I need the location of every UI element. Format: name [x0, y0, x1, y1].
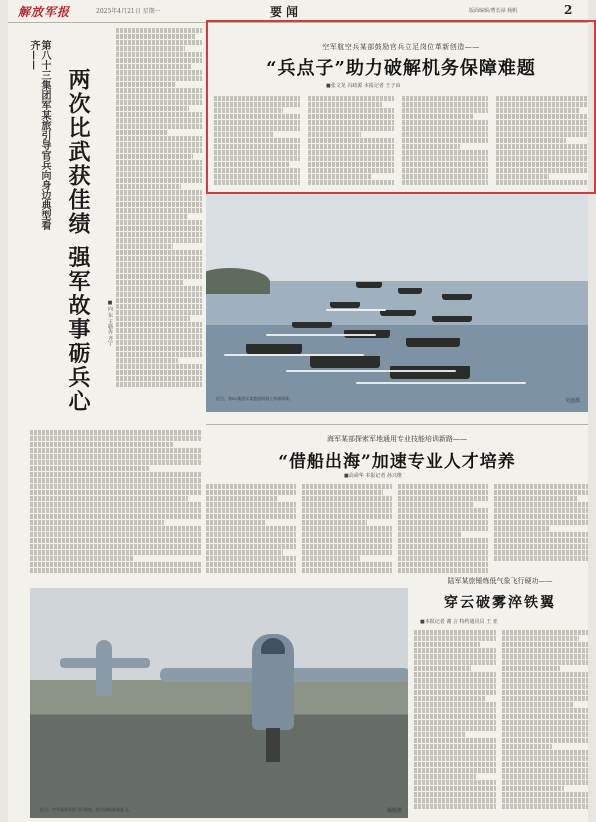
photo1-credit: 吴迪摄: [564, 398, 580, 404]
boat: [310, 356, 380, 368]
lead-headline: 两次比武获佳绩 强军故事砺兵心: [65, 68, 91, 414]
newspaper-logo: 解放军报: [18, 5, 71, 19]
story1-byline: ■张文龙 冯政源 本报记者 王子由: [326, 83, 401, 89]
boat: [330, 302, 360, 308]
story1-col-1: [214, 96, 300, 188]
boat: [356, 282, 382, 288]
story1-kicker: 空军航空兵某部鼓励官兵立足岗位革新创造——: [322, 43, 480, 51]
story3-kicker: 陆军某旅锤炼低气象飞行硬功——: [447, 577, 553, 585]
story2-kicker: 海军某部探索军地通用专业技能培训新路——: [327, 435, 467, 443]
story3-col-1: [414, 630, 496, 816]
lead-byline: ■向 东 王骆冉 齐宁: [107, 300, 113, 346]
story1-headline: “兵点子”助力破解机务保障难题: [266, 58, 536, 79]
story2-col-1: [206, 484, 296, 576]
photo2-credit: 杨颖摄: [386, 808, 402, 814]
boat: [406, 338, 460, 347]
lead-kicker: 第八十三集团军某旅引导官兵向身边典型看齐——: [28, 40, 50, 230]
jet-fuselage: [96, 640, 112, 696]
issue-date: 2025年4月21日 星期一: [96, 8, 161, 15]
landing-craft-photo: [206, 194, 588, 412]
section-title: 要闻: [270, 5, 303, 19]
story3-byline: ■本报记者 谢 言 特约通讯员 王 亚: [420, 619, 498, 625]
newspaper-page: [8, 0, 588, 822]
story3-col-2: [502, 630, 588, 816]
lead-body-continued: [30, 430, 202, 580]
boat: [246, 344, 302, 354]
boat: [398, 288, 422, 294]
highlighted-article: [206, 20, 596, 194]
story2-col-3: [398, 484, 488, 576]
boat: [432, 316, 472, 322]
boat: [390, 366, 470, 379]
photo2-caption: 近日，空军某部开展飞行训练。图为战机准备起飞。: [40, 807, 132, 812]
divider: [206, 424, 588, 425]
story1-col-3: [402, 96, 488, 188]
story1-col-2: [308, 96, 394, 188]
story2-col-4: [494, 484, 588, 564]
photo1-caption: 近日，第82集团军某旅组织海上冲滩训练。: [216, 396, 294, 401]
story2-col-2: [302, 484, 392, 576]
boat: [292, 322, 332, 328]
boat: [442, 294, 472, 300]
story2-headline: “借船出海”加速专业人才培养: [278, 452, 516, 472]
coastline: [206, 268, 270, 294]
fighter-jet-photo: [30, 588, 408, 818]
page-editors: 版面编辑/曹长禄 杨帆: [469, 8, 518, 14]
lead-body-column: [116, 28, 202, 408]
page-number: 2: [564, 3, 573, 17]
jet-landing-gear: [266, 728, 280, 762]
story2-byline: ■高舜华 本报记者 孙兴维: [344, 473, 402, 479]
story1-col-4: [496, 96, 588, 188]
story3-headline: 穿云破雾淬铁翼: [444, 595, 556, 611]
